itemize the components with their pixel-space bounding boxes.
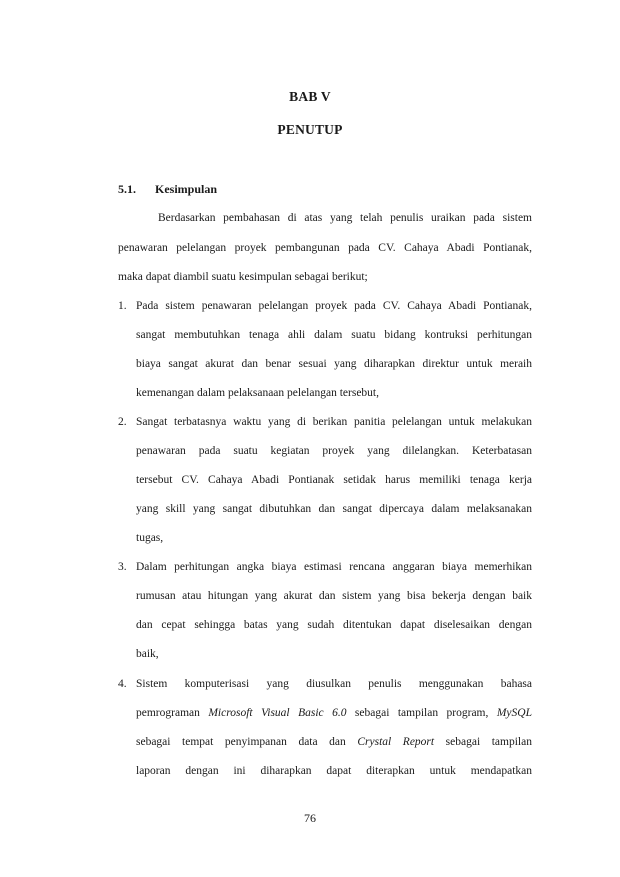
intro-line-3: maka dapat diambil suatu kesimpulan sebagai berikut; (118, 271, 368, 283)
chapter-title: PENUTUP (277, 122, 343, 137)
page-number: 76 (304, 811, 316, 825)
list-item-line: biaya sangat akurat dan benar sesuai yang diharapkan direktur untuk meraih (136, 358, 532, 370)
list-item-line: Sangat terbatasnya waktu yang di berikan panitia pelelangan untuk melakukan (136, 416, 532, 428)
chapter-number: BAB V (289, 89, 331, 104)
list-item-line: laporan dengan ini diharapkan dapat diterapkan untuk mendapatkan (136, 765, 532, 777)
list-item-line (136, 734, 532, 750)
section-heading (118, 182, 217, 197)
section-title: Kesimpulan (155, 182, 218, 196)
list-item-number: 3. (118, 561, 127, 573)
list-item-line (136, 705, 532, 721)
list-item-number: 2. (118, 416, 127, 428)
list-item-line: tersebut CV. Cahaya Abadi Pontianak setidak harus memiliki tenaga kerja (136, 474, 532, 486)
list-item-number: 4. (118, 678, 127, 690)
italic-term: Crystal Report (357, 736, 435, 748)
list-item-line: Sistem komputerisasi yang diusulkan penulis menggunakan bahasa (136, 678, 532, 690)
list-item-line: yang skill yang sangat dibutuhkan dan sangat dipercaya dalam melaksanakan (136, 503, 532, 515)
italic-term: MySQL (496, 707, 532, 719)
text-run: sebagai tampilan (434, 736, 532, 748)
text-run: pemrograman (136, 707, 209, 719)
list-item-line: rumusan atau hitungan yang akurat dan sistem yang bisa bekerja dengan baik (136, 590, 532, 602)
intro-line-2: penawaran pelelangan proyek pembangunan pada CV. Cahaya Abadi Pontianak, (118, 242, 532, 254)
list-item-line: kemenangan dalam pelaksanaan pelelangan tersebut, (136, 387, 379, 399)
list-item-line: tugas, (136, 532, 164, 544)
text-run: sebagai tempat penyimpanan data dan (136, 736, 358, 748)
list-item-line: sangat membutuhkan tenaga ahli dalam suatu bidang kontruksi perhitungan (136, 329, 532, 341)
text-run: sebagai tampilan program, (346, 707, 497, 719)
intro-line-1: Berdasarkan pembahasan di atas yang telah penulis uraikan pada sistem (158, 212, 532, 224)
list-item-line: penawaran pada suatu kegiatan proyek yang dilelangkan. Keterbatasan (136, 445, 532, 457)
italic-term: Microsoft Visual Basic 6.0 (208, 707, 347, 719)
list-item-line: dan cepat sehingga batas yang sudah ditentukan dapat diselesaikan dengan (136, 619, 532, 631)
list-item-line: baik, (136, 648, 159, 660)
list-item-line: Pada sistem penawaran pelelangan proyek pada CV. Cahaya Abadi Pontianak, (136, 300, 532, 312)
list-item-number: 1. (118, 300, 127, 312)
section-number: 5.1. (118, 182, 136, 196)
list-item-line: Dalam perhitungan angka biaya estimasi rencana anggaran biaya memerhikan (136, 561, 532, 573)
